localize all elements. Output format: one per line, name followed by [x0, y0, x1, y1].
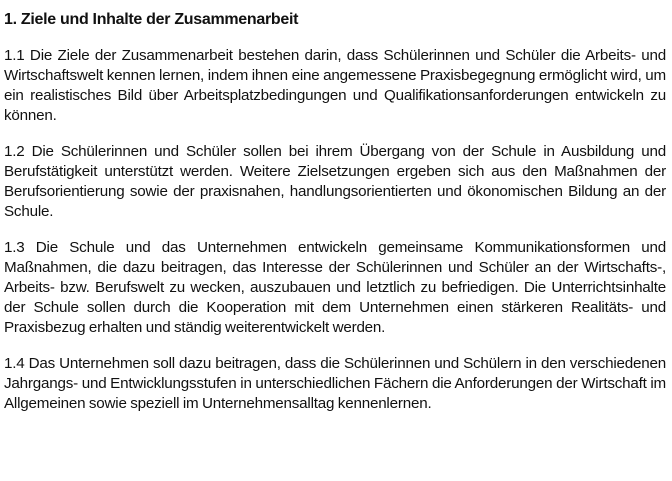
paragraph-1-1: 1.1 Die Ziele der Zusammenarbeit bestehen darin, dass Schülerinnen und Schüler die Arbeits- und Wirtschaftswelt kennen lernen, indem ihnen eine angemessene Praxisbegegnung ermöglicht wird, um ein realistisches Bild über Arbeitsplatzbedingungen und Qualifikationsanforderungen entwickeln zu können. [4, 47, 666, 124]
paragraph-1-2: 1.2 Die Schülerinnen und Schüler sollen bei ihrem Übergang von der Schule in Ausbildung und Berufstätigkeit unterstützt werden. Weitere Zielsetzungen ergeben sich aus den Maßnahmen der Berufsorientierung sowie der praxisnahen, handlungsorientierten und ökonomischen Bildung an der Schule. [4, 143, 666, 220]
paragraph-1-3: 1.3 Die Schule und das Unternehmen entwickeln gemeinsame Kommunikationsformen und Maßnahmen, die dazu beitragen, das Interesse der Schülerinnen und Schüler an der Wirtschafts-, Arbeits- bzw. Berufswelt zu wecken, auszubauen und letztlich zu befriedigen. Die Unterrichtsinhalte der Schule sollen durch die Kooperation mit dem Unternehmen einen stärkeren Realitäts- und Praxisbezug erhalten und ständig weiterentwickelt werden. [4, 239, 666, 336]
paragraph-1-4: 1.4 Das Unternehmen soll dazu beitragen, dass die Schülerinnen und Schülern in den verschiedenen Jahrgangs- und Entwicklungsstufen in unterschiedlichen Fächern die Anforderungen der Wirtschaft im Allgemeinen sowie speziell im Unternehmensalltag kennenlernen. [4, 355, 666, 412]
section-heading: 1. Ziele und Inhalte der Zusammenarbeit [4, 11, 299, 28]
